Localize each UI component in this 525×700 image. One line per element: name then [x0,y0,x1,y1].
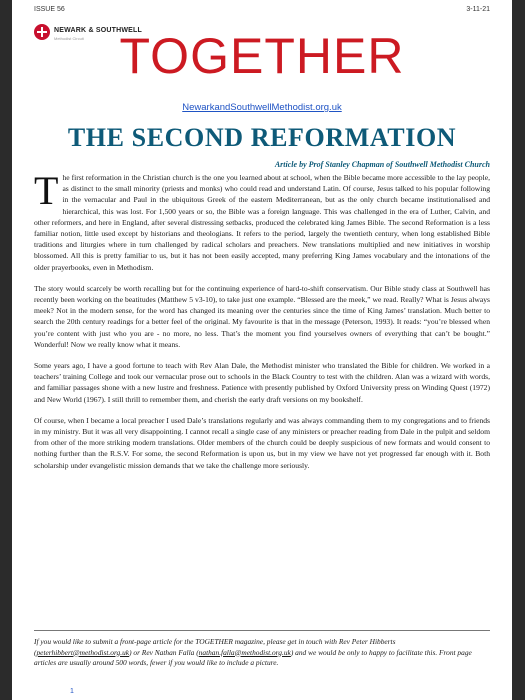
drop-cap: T [34,168,59,213]
submission-note [34,630,490,669]
email-link-2[interactable]: nathan.falla@methodist.org.uk [198,647,291,657]
website-link[interactable]: NewarkandSouthwellMethodist.org.uk [182,102,342,113]
page-number: 1 [70,688,74,695]
paragraph-1 [34,168,490,273]
note-text-c: ) and we would be only to happy to facilitate this. Front page articles are usually around 500 words, fewer if you would like to include a picture. [34,647,472,667]
top-bar [34,3,490,15]
issue-date: 3-11-21 [466,6,490,13]
paragraph-1-text: he first reformation in the Christian church is the one you learned about at school, when the Bible became more accessible to the lay people, as distinct to the small minority (priests and monks) who could read and understand Latin. Of course, Jesus talked to his popular following in the vernacular and Paul in the ubiquitous Greek of the eastern Mediterranean, but as the only church became institutionalised and hierarchical, this was lost. For 1,500 years or so, the Bible was a foreign language. This was challenged in the era of Luther, Calvin, and other reformers, and here in England, after several distressing setbacks, produced the celebrated king James Bible. The second Reformation is a less familiar notion, little used except by historians and theologians. It refers to the period, largely the twentieth century, when long established Bible traditions and liturgies where in turn challenged by radical scholars and preachers. New translations multiplied and new initiatives in worship blossomed. All this is pretty familiar to us, but it has not been easily accepted, many preferring King James vocabulary and the intonations of the older prayerbooks, even in Methodism. [34,173,490,272]
email-link-1[interactable]: peterhibbert@methodist.org.uk [36,647,130,657]
newsletter-page [12,0,512,700]
brand-name: NEWARK & SOUTHWELL [54,27,142,34]
paragraph-3: Some years ago, I have a good fortune to teach with Rev Alan Dale, the Methodist minister who translated the Bible for children. We worked in a teachers’ training College and took our vernacular prose out to schools in the Black Country to test with the children. Alan was a wizard with words, and familiar passages shone with a new lustre and freshness. Patience with presently published by Oxford University press on Winding Quest (1972) and New World (1967). I still thrill to remember them, and cherish the early draft versions on my bookshelf. [34,361,490,404]
article-headline: THE SECOND REFORMATION [67,123,457,152]
article-byline: Article by Prof Stanley Chapman of Southwell Methodist Church [274,160,490,169]
article-body [34,168,490,481]
note-text-a: If you would like to submit a front-page article for the TOGETHER magazine, please get in touch with Rev Peter Hibberts ( [34,637,396,657]
paragraph-4: Of course, when I became a local preacher I used Dale’s translations regularly and was always commanding them to my congregations and to friends in my ministry. But it was all very disappointing. I cannot recall a single case of any ministers or preacher reading from Dale in the pulpit and seldom from other of the more striking modern translations. Older members of the church could be deeply suspicious of new formats and would consent to nothing further than the R.S.V. For some, the second Reformation is upon us, but in my view we have not yet progressed far enough with it. Both scholarship under evangelistic mission demands that we take the challenge more seriously. [34,415,490,470]
masthead-title: TOGETHER [119,28,405,84]
issue-number: ISSUE 56 [34,6,65,13]
paragraph-2: The story would scarcely be worth recalling but for the continuing experience of hard-to-shift conservatism. Our Bible study class at Southwell has recently been working on the beatitudes (Matthew 5 v3-10), to take just one example. “Blessed are the meek,” we read. Really? What is Jesus always meek? Not in the modern sense, for the word has changed its meaning over the centuries since the time of King James’ translation. Much better to search the 20th century readings for a better feel of the original. My favourite is that in the message (Peterson, 1993). It reads: “you’re blessed when you’re content with just who you are - no more, no less. That’s the moment you find yourselves owners of everything that can’t be bought.” Wonderful! Now we really know what it means. [34,283,490,349]
brand-subtitle: Methodist Circuit [54,36,84,41]
note-text-b: ) or Rev Nathan Falla ( [129,647,199,657]
